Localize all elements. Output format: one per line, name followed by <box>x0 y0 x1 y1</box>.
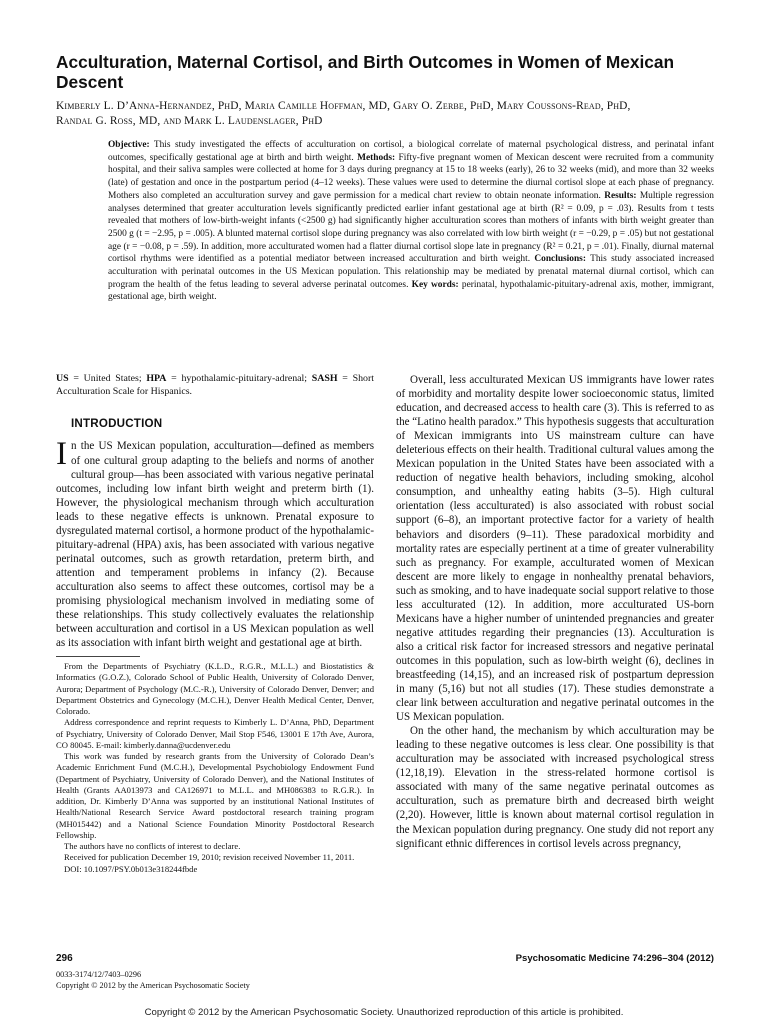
footnote-correspondence: Address correspondence and reprint requests to Kimberly L. D’Anna, PhD, Department of Psychiatry, University of Colorado Denver, Mail Stop F546, 13001 E 17th Ave, Aurora, CO 80045. E-mail: kimberly.danna@ucdenver.edu <box>56 717 374 750</box>
footnote-rule <box>56 656 140 657</box>
introduction-text: n the US Mexican population, acculturation—defined as members of one cultural group adapting to the beliefs and norms of another cultural group—has been associated with various negative perinatal outcomes, including low infant birth weight and preterm birth (1). However, the physiological mechanism through which acculturation leads to these negative effects is unknown. Prenatal exposure to dysregulated maternal cortisol, a hormone product of the hypothalamic-pituitary-adrenal (HPA) axis, has been associated with various negative perinatal outcomes, such as growth retardation, preterm birth, and attention and temperament problems in infancy (2). Because acculturation also seems to affect these outcomes, cortisol may be a promising physiological mechanism involved in mediating some of these relationships. This study collectively evaluates the relationship between acculturation and cortisol in a US Mexican population as well as its association with infant birth weight and gestational age at birth. <box>56 440 374 650</box>
abbr-us: US <box>56 373 69 384</box>
author-line-1: Kimberly L. D’Anna-Hernandez, PhD, Maria Camille Hoffman, MD, Gary O. Zerbe, PhD, Mary Coussons-Read, PhD, <box>56 100 631 112</box>
abbr-us-def: = United States; <box>68 373 147 384</box>
page-number: 296 <box>56 953 73 964</box>
abbr-hpa: HPA <box>146 373 167 384</box>
abstract-keywords: perinatal, hypothalamic-pituitary-adrenal axis, mother, immigrant, gestational age, birth weight. <box>108 279 714 303</box>
journal-copyright: Copyright © 2012 by the American Psychosomatic Society <box>56 981 250 990</box>
footnotes <box>56 661 374 875</box>
abbr-hpa-def: = hypothalamic-pituitary-adrenal; <box>166 373 312 384</box>
body-paragraph-2: On the other hand, the mechanism by which acculturation may be leading to these negative outcomes is less clear. One possibility is that acculturation may be associated with increased psychological stress (12,18,19). Elevation in the stress-related hormone cortisol is associated with many of the same negative perinatal outcomes as acculturation, such as premature birth and decreased birth weight (2,20). However, little is known about maternal cortisol regulation in the Mexican population during pregnancy. One study did not report any significant ethnic differences in cortisol levels across pregnancy, <box>396 725 714 850</box>
issn-copyright <box>56 969 250 991</box>
author-line-2: Randal G. Ross, MD, and Mark L. Laudenslager, PhD <box>56 115 323 127</box>
right-column <box>396 373 714 851</box>
drop-cap: I <box>56 436 67 473</box>
issn: 0033-3174/12/7403–0296 <box>56 970 142 979</box>
journal-citation: Psychosomatic Medicine 74:296–304 (2012) <box>515 953 714 964</box>
abstract-keywords-label: Key words: <box>411 279 459 290</box>
abbr-sash: SASH <box>311 373 338 384</box>
footnote-received: Received for publication December 19, 2010; revision received November 11, 2011. <box>64 852 355 863</box>
abstract <box>108 139 714 304</box>
footnote-affiliations: From the Departments of Psychiatry (K.L.D., R.G.R., M.L.L.) and Biostatistics & Informatics (G.O.Z.), Colorado School of Public Health, University of Colorado Denver, Aurora; Department of Psychology (M.C.-R.), University of Colorado Denver, Denver; and Department Obstetrics and Gynecology (M.C.H.), Denver Health Medical Center, Denver, Colorado. <box>56 661 374 717</box>
article-title: Acculturation, Maternal Cortisol, and Birth Outcomes in Women of Mexican Descent <box>56 52 675 92</box>
abstract-objective-label: Objective: <box>108 140 150 150</box>
footnote-funding: This work was funded by research grants from the University of Colorado Dean’s Academic Enrichment Fund (M.C.H.), Developmental Psychobiology Endowment Fund (Department of Psychiatry, University of Colorado Denver), and the National Institutes of Health (Grants AA013973 and CA126971 to M.L.L. and MH086383 to R.G.R.). In addition, Dr. Kimberly D’Anna was supported by an institutional National Institutes of Health/National Research Service Award postdoctoral research training program (MH015442) and a National Science Foundation Minority Postdoctoral Research Fellowship. <box>56 751 374 840</box>
abstract-conclusions-label: Conclusions: <box>534 254 586 265</box>
abstract-results-label: Results: <box>604 190 637 201</box>
abstract-methods: Fifty-five pregnant women of Mexican descent were recruited from a community hospital, and their saliva samples were collected at home for 3 days during pregnancy at 15 to 18 weeks (early), 26 to 32 weeks (mid), and more than 32 weeks (late) of gestation and once in the postpartum period (4–12 weeks). These values were used to determine the diurnal cortisol slope at each phase of pregnancy. Mothers also completed an acculturation survey and gave permission for a medical chart review to obtain neonate information. <box>108 152 714 201</box>
abstract-objective: This study investigated the effects of acculturation on cortisol, a biological correlate of maternal psychological distress, and perinatal infant outcomes, specifically gestational age at birth and birth weight. <box>108 140 714 163</box>
footnote-doi: DOI: 10.1097/PSY.0b013e318244fbde <box>64 863 198 874</box>
abstract-methods-label: Methods: <box>357 152 396 163</box>
abstract-conclusions: This study associated increased acculturation with perinatal outcomes in the US Mexican population. This relationship may be mediated by prenatal maternal diurnal cortisol, which can program the health of the fetus leading to several adverse perinatal outcomes. <box>108 254 715 290</box>
introduction-paragraph <box>56 436 374 650</box>
copyright-notice: Copyright © 2012 by the American Psychosomatic Society. Unauthorized reproduction of this article is prohibited. <box>144 1007 624 1018</box>
author-list <box>56 99 721 129</box>
left-column <box>56 373 374 875</box>
body-paragraph-1: Overall, less acculturated Mexican US immigrants have lower rates of morbidity and mortality despite lower socioeconomic status, limited education, and decreased access to health care (3). This is referred to as the “Latino health paradox.” This hypothesis suggests that acculturation of Mexican immigrants into US mainstream culture can have deleterious effects on their health. Traditional cultural values among the Mexican population in the United States have been associated with a reduction of negative health behaviors, including smoking, alcohol consumption, and unhealthy eating habits (3–5). High cultural orientation (less acculturated) is also associated with robust social support (6–8), an important protective factor for a variety of health behaviors and disorders (9–11). These paradoxical morbidity and mortality rates are especially pertinent at a time of greater vulnerability such as pregnancy. For example, acculturated women of Mexican descent are more likely to engage in nonhealthy prenatal behaviors, such as smoking, and to have inadequate social support relative to those less acculturated (12). In addition, more acculturated US-born Mexicans have a higher number of unintended pregnancies and greater negative attitudes regarding their pregnancies (13). Acculturation is also a critical risk factor for increased stressors and negative perinatal outcomes in this population, such as low-birth weight (6), declines in breastfeeding (14,15), and an increased risk of postpartum depression in many (5,16) but not all studies (17). These studies demonstrate a clear link between acculturation and negative perinatal outcomes in the US Mexican population. <box>396 374 714 724</box>
footnote-conflicts: The authors have no conflicts of interest to declare. <box>64 841 241 852</box>
abstract-results: Multiple regression analyses determined that greater acculturation levels significantly predicted earlier infant gestational age at birth (R² = 0.09, p = .03). Results from t tests revealed that mothers of low-birth-weight infants (<2500 g) had significantly higher acculturation scores than mothers of infants with birth weight greater than 2500 g (t = −2.95, p = .005). A blunted maternal cortisol slope during pregnancy was also correlated with low birth weight (r = −0.29, p = .05) but not gestational age (r = −0.08, p = .59). In addition, more acculturated women had a flatter diurnal cortisol slope late in pregnancy (R² = 0.21, p = .01). Finally, diurnal maternal cortisol rhythms were identified as a potential mediator between increased acculturation and birth weight. <box>108 190 714 265</box>
abbreviations <box>56 373 374 398</box>
introduction-heading: INTRODUCTION <box>71 417 163 431</box>
abbr-sash-def: = Short Acculturation Scale for Hispanics. <box>56 373 375 397</box>
